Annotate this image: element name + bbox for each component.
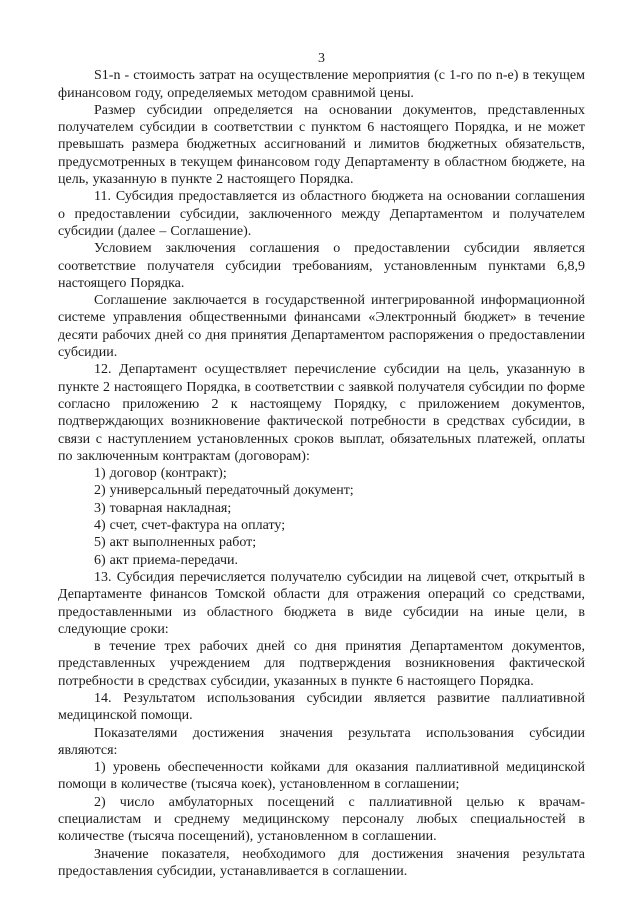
list-item-3-waybill: 3) товарная накладная; [94,500,232,516]
list-item-1-contract: 1) договор (контракт); [94,466,227,482]
paragraph-subsidy-size: Размер субсидии определяется на основании документов, представленных получателем субсидии в соответствии с пунктом 6 настоящего Порядка, и не может превышать размера бюджетных ассигнований и лимитов бюджетных обязательств, предусмотренных в текущем финансовом году Департаменту в областном бюджете, на цель, указанную в пункте 2 настоящего Порядка. [58,102,585,188]
list-item-6-acceptance-act: 6) акт приема-передачи. [94,552,238,568]
paragraph-indicators-intro: Показателями достижения значения результата использования субсидии являются: [58,725,585,758]
list-item-2-transfer-document: 2) универсальный передаточный документ; [94,483,354,499]
paragraph-clause-12: 12. Департамент осуществляет перечисление субсидии на цель, указанную в пункте 2 настоящего Порядка, в соответствии с заявкой получателя субсидии по форме согласно приложению 2 к настоящему Порядку, с приложением документов, подтверждающих возникновение фактической потребности в средствах субсидии, в связи с наступлением установленных сроков выплат, обязательных платежей, оплаты по заключенным контрактам (договорам): [58,362,585,464]
paragraph-three-days-term: в течение трех рабочих дней со дня принятия Департаментом документов, представленных учреждением для подтверждения возникновения фактической потребности в средствах субсидии, указанных в пункте 6 настоящего Порядка. [58,639,585,689]
paragraph-indicator-value: Значение показателя, необходимого для достижения значения результата предоставления субсидии, устанавливается в соглашении. [58,846,585,879]
paragraph-s1n-definition: S1-n - стоимость затрат на осуществление мероприятия (с 1-го по n-е) в текущем финансовом году, определяемых методом сравнимой цены. [58,68,585,101]
paragraph-clause-13: 13. Субсидия перечисляется получателю субсидии на лицевой счет, открытый в Департаменте финансов Томской области для отражения операций со средствами, предоставленными из областного бюджета в виде субсидии на иные цели, в следующие сроки: [58,569,585,637]
list-item-4-invoice: 4) счет, счет-фактура на оплату; [94,518,286,534]
paragraph-clause-14: 14. Результатом использования субсидии является развитие паллиативной медицинской помощи. [58,690,585,724]
paragraph-electronic-budget: Соглашение заключается в государственной интегрированной информационной системе управления общественными финансами «Электронный бюджет» в течение десяти рабочих дней со дня принятия Департаментом распоряжения о предоставлении субсидии. [58,293,585,361]
paragraph-agreement-condition: Условием заключения соглашения о предоставлении субсидии является соответствие получателя субсидии требованиям, установленным пунктами 6,8,9 настоящего Порядка. [58,241,585,291]
document-body [58,67,585,880]
page-number: 3 [318,51,325,66]
indicator-2-visits: 2) число амбулаторных посещений с паллиативной целью к врачам-специалистам и среднему медицинскому персоналу любых специальностей в количестве (тысяча посещений), установленном в соглашении. [58,794,585,845]
list-item-5-work-act: 5) акт выполненных работ; [94,535,257,551]
paragraph-clause-11: 11. Субсидия предоставляется из областного бюджета на основании соглашения о предоставлении субсидии, заключенного между Департаментом и получателем субсидии (далее – Соглашение). [58,189,585,239]
indicator-1-beds: 1) уровень обеспеченности койками для оказания паллиативной медицинской помощи в количестве (тысяча коек), установленном в соглашении; [58,760,585,793]
